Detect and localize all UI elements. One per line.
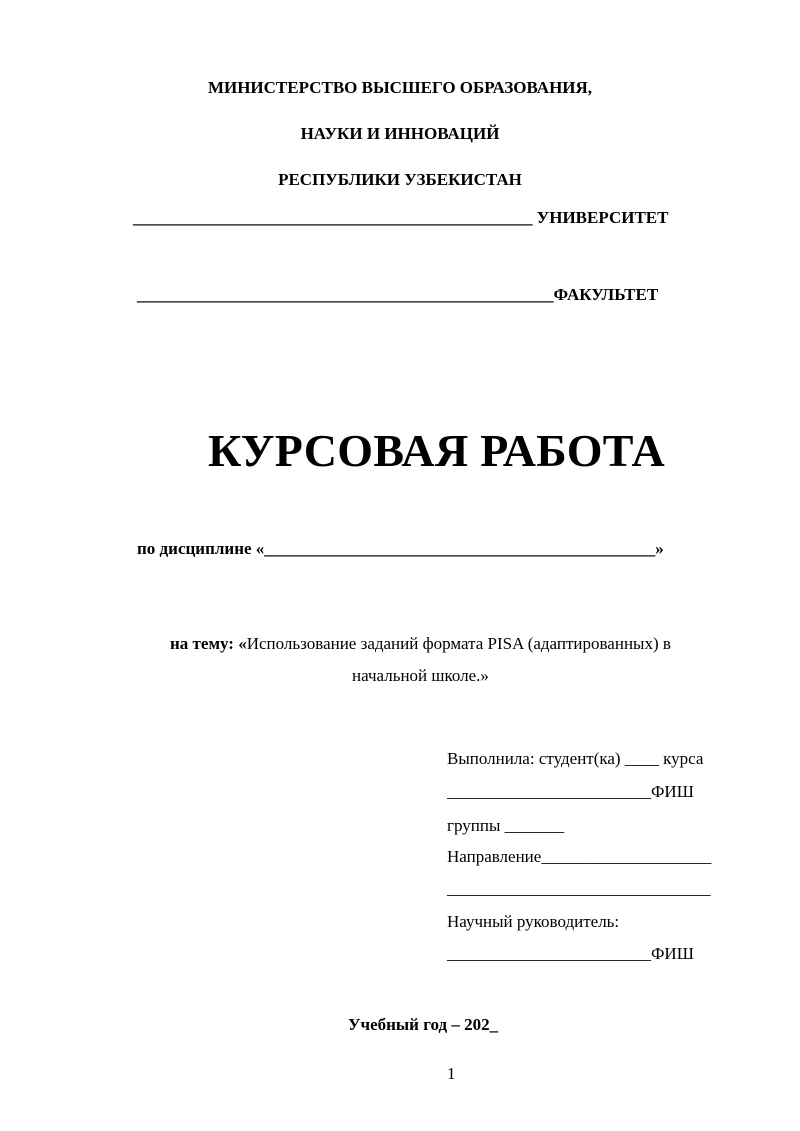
faculty-line: _________________________________________________ФАКУЛЬТЕТ — [137, 285, 659, 304]
topic-line-2: начальной школе.» — [352, 666, 489, 685]
topic-line-1 — [170, 635, 671, 652]
ministry-line-3: РЕСПУБЛИКИ УЗБЕКИСТАН — [278, 170, 522, 189]
university-line: _______________________________________________ УНИВЕРСИТЕТ — [133, 208, 669, 227]
student-fish: ________________________ФИШ — [447, 782, 694, 801]
ministry-line-1: МИНИСТЕРСТВО ВЫСШЕГО ОБРАЗОВАНИЯ, — [207, 78, 593, 97]
discipline-line: по дисциплине «______________________________________________» — [137, 539, 664, 558]
ministry-line-2: НАУКИ И ИННОВАЦИЙ — [300, 124, 500, 143]
academic-year: Учебный год – 202_ — [348, 1015, 499, 1034]
page-number: 1 — [447, 1064, 456, 1083]
student-group: группы _______ — [447, 816, 565, 835]
supervisor-fish: ________________________ФИШ — [447, 944, 694, 963]
topic-text-1: Использование заданий формата PISA (адаптированных) в — [246, 634, 671, 653]
document-title: КУРСОВАЯ РАБОТА — [208, 425, 665, 476]
supervisor-label: Научный руководитель: — [447, 912, 620, 931]
topic-prefix: на тему: « — [170, 634, 247, 653]
student-course: Выполнила: студент(ка) ____ курса — [447, 749, 704, 768]
direction-continuation: _______________________________ — [447, 879, 711, 898]
direction-line: Направление____________________ — [447, 847, 712, 866]
